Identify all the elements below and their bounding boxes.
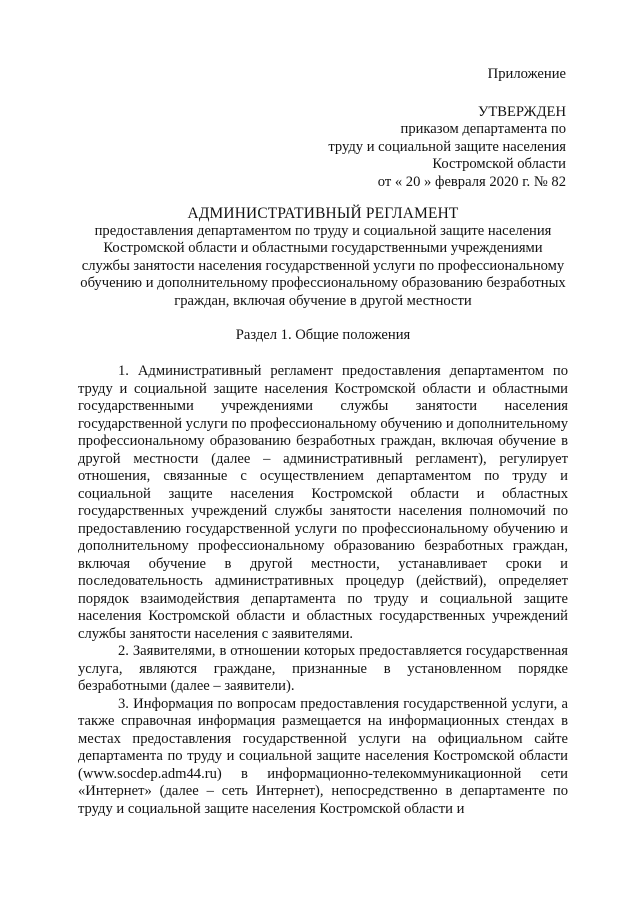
approval-order-line: приказом департамента по <box>400 121 566 137</box>
paragraph-3: 3. Информация по вопросам предоставления государственной услуги, а также справочная информация размещается на информационных стендах в местах предоставления государственной услуги на официальном сайте департамента по труду и социальной защите населения Костромской области (www.socdep.adm44.ru) в информационно-телекоммуникационной сети «Интернет» (далее – сеть Интернет), непосредственно в департаменте по труду и социальной защите населения Костромской области и <box>78 695 568 817</box>
document-title: АДМИНИСТРАТИВНЫЙ РЕГЛАМЕНТ <box>187 205 459 222</box>
section-heading: Раздел 1. Общие положения <box>235 327 411 343</box>
body-text <box>78 363 568 818</box>
appendix-label: Приложение <box>487 66 566 82</box>
title-block <box>78 205 568 310</box>
approval-department-line: труду и социальной защите населения <box>328 138 566 155</box>
approval-block <box>328 66 566 191</box>
approval-region-line: Костромской области <box>432 156 566 172</box>
paragraph-2: 2. Заявителями, в отношении которых предоставляется государственная услуга, являются граждане, признанные в установленном порядке безработными (далее – заявители). <box>78 643 568 694</box>
approval-date-line: от « 20 » февраля 2020 г. № 82 <box>377 173 566 190</box>
approved-label: УТВЕРЖДЕН <box>478 103 566 120</box>
paragraph-1: 1. Административный регламент предоставления департаментом по труду и социальной защите населения Костромской области и областными государственными учреждениями службы занятости населения государственной услуги по профессиональному обучению и дополнительному профессиональному образованию безработных граждан, включая обучение в другой местности (далее – административный регламент), регулирует отношения, связанные с осуществлением департаментом по труду и социальной защите населения Костромской области и областных государственных учреждений службы занятости населения полномочий по предоставлению государственной услуги по профессиональному обучению и дополнительному профессиональному образованию безработных граждан, включая обучение в другой местности, устанавливает сроки и последовательность административных процедур (действий), определяет порядок взаимодействия департамента по труду и социальной защите населения Костромской области и областных государственных учреждений службы занятости населения с заявителями. <box>78 363 568 642</box>
document-subtitle: предоставления департаментом по труду и социальной защите населения Костромской области и областными государственными учреждениями службы занятости населения государственной услуги по профессиональному обучению и дополнительному профессиональному образованию безработных граждан, включая обучение в другой местности <box>80 222 566 309</box>
